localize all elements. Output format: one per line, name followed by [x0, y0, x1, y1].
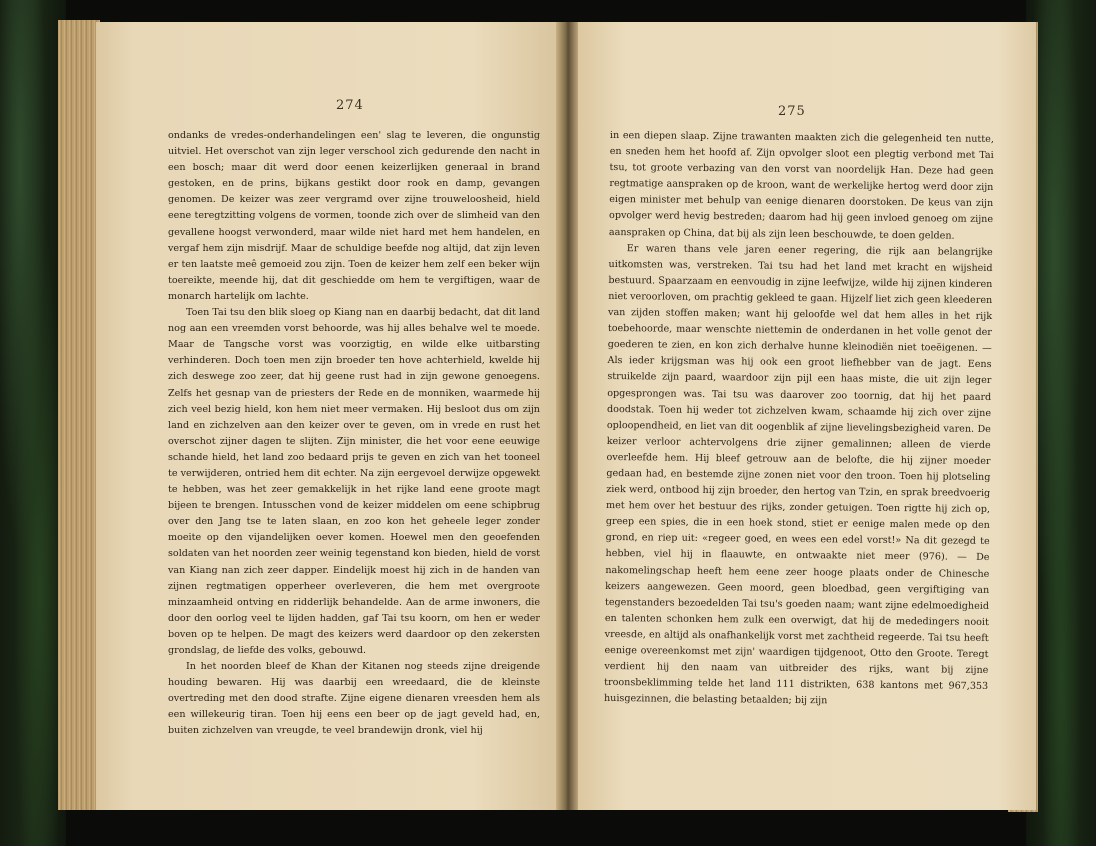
marbled-cover-left	[0, 0, 66, 846]
right-page	[570, 22, 1036, 810]
paragraph: In het noorden bleef de Khan der Kitanen nog steeds zijne dreigende houding bewaren. Hij was daarbij een wreedaard, die de kleinste overtreding met den dood strafte. Zijne eigene dienaren vreesden hem als een willekeurig tiran. Toen hij eens een beer op de jagt geveld had, en, buiten zichzelven van vreugde, te veel brandewijn dronk, viel hij	[168, 661, 540, 737]
right-page-text	[604, 128, 994, 711]
left-page	[96, 22, 566, 810]
paragraph: Toen Tai tsu den blik sloeg op Kiang nan en daarbij bedacht, dat dit land nog aan een vreemden vorst behoorde, was hij alles behalve wel te moede. Maar de Tangsche vorst was voorzigtig, en wilde elke uitbarsting verhinderen. Doch toen men zijn broeder ten hove achterhield, kwelde hij zich deswege zoo zeer, dat hij geene rust had in zijn gewone genoegens. Zelfs het gesnap van de priesters der Rede en de monniken, waarmede hij zich veel bezig hield, kon hem niet meer vermaken. Hij besloot dus om zijn land en zichzelven aan den keizer over te geven, om in vrede en rust het overschot zijner dagen te slijten. Zijn minister, die het voor eene eeuwige schande hield, het land zoo bedaard prijs te geven en zich van het tooneel te verwijderen, ontried hem dit echter. Na zijn eergevoel derwijze opgewekt te hebben, was het zeer gemakkelijk in het rijke land eene groote magt bijeen te brengen. Intusschen vond de keizer middelen om eene schipbrug over den Jang tse te laten slaan, en zoo kon het geheele leger zonder moeite op den vijandelijken oever komen. Hoewel men den geoefenden soldaten van het noorden zeer weinig tegenstand kon bieden, hield de vorst van Kiang nan zich zeer dapper. Eindelijk moest hij zich in de handen van zijnen regtmatigen opperheer overleveren, die hem met overgroote minzaamheid ontving en ridderlijk behandelde. Aan de arme inwoners, die door den oorlog veel te lijden hadden, gaf Tai tsu koorn, om hen er weder boven op te helpen. De magt des keizers werd daardoor op den zekersten grondslag, de liefde des volks, gebouwd.	[168, 307, 540, 656]
book-gutter	[556, 22, 578, 810]
page-number-left: 274	[336, 98, 364, 113]
paragraph: in een diepen slaap. Zijne trawanten maakten zich die gelegenheid ten nutte, en sneden hem het hoofd af. Zijn opvolger sloot een plegtig verbond met Tai tsu, tot groote verbazing van den vorst van noordelijk Han. Deze had geen regtmatige aanspraken op de kroon, want de werkelijke hertog werd door zijn eigen minister met behulp van eenige dienaren doorstoken. De keus van zijn opvolger werd hevig bestreden; daarom had hij geen invloed genoeg om zijne aanspraken op China, dat bij als zijn leen beschouwde, te doen gelden.	[608, 129, 994, 242]
page-number-right: 275	[778, 104, 806, 119]
left-page-text	[168, 128, 540, 740]
paragraph: Er waren thans vele jaren eener regering, die rijk aan belangrijke uitkomsten was, verstreken. Tai tsu had het land met kracht en wijsheid bestuurd. Spaarzaam en eenvoudig in zijne leefwijze, wilde hij zijnen kinderen niet veroorloven, om prachtig gekleed te gaan. Hijzelf liet zich geen kleederen van zijden stoffen maken; want hij geloofde wel dat hem alles in het rijk toebehoorde, maar wenschte niettemin de onderdanen in het volle genot der goederen te zien, en kon zich derhalve hunne kleinodiën niet toeëigenen. — Als ieder krijgsman was hij ook een groot liefhebber van de jagt. Eens struikelde zijn paard, waardoor zijn pijl een haas miste, die uit zijn leger opgesprongen was. Tai tsu was daarover zoo toornig, dat hij het paard doodstak. Toen hij weder tot zichzelven kwam, schaamde hij zich over zijne oploopendheid, en liet van dit oogenblik af zijne lievelingsbezigheid varen. De keizer verloor achtervolgens drie zijner gemalinnen; alleen de vierde overleefde hem. Hij bleef getrouw aan de belofte, die hij zijner moeder gedaan had, en bestemde zijne zonen niet voor den troon. Toen hij plotseling ziek werd, ontbood hij zijn broeder, den hertog van Tzin, en sprak breedvoerig met hem over het bestuur des rijks, zonder getuigen. Toen rigtte hij zich op, greep een spies, die in een hoek stond, stiet er eenige malen mede op den grond, en riep uit: «regeer goed, en wees een edel vorst!» Na dit gezegd te hebben, viel hij in flaauwte, en ontwaakte niet meer (976). — De nakomelingschap heeft hem eene zeer hooge plaats onder de Chinesche keizers aangewezen. Geen moord, geen bloedbad, geen vergiftiging van tegenstanders bezoedelden Tai tsu's goeden naam; want zijne edelmoedigheid en talenten schonken hem zulk een overwigt, dat hij de mededingers nooit vreesde, en altijd als onafhankelijk vorst met zachtheid regeerde. Tai tsu heeft eenige overeenkomst met zijn' waardigen tijdgenoot, Otto den Groote. Teregt verdient hij den naam van uitbreider des rijks, want bij zijne troonsbeklimming telde het land 111 distrikten, 638 kantons met 967,353 huisgezinnen, die belasting betaalden; bij zijn	[603, 242, 993, 707]
paragraph: ondanks de vredes-onderhandelingen een' slag te leveren, die ongunstig uitviel. Het overschot van zijn leger verschool zich gedurende den nacht in een bosch; maar dit werd door eenen keizerlijken generaal in brand gestoken, en de prins, bijkans gestikt door rook en damp, gevangen genomen. De keizer was zeer vergramd over zijne trouweloosheid, hield eene teregtzitting volgens de vormen, toonde zich over de slimheid van den gevallene hoogst verwonderd, maar wilde niet hard met hem handelen, en vergaf hem zijn misdrijf. Maar de schuldige beefde nog altijd, dat zijn leven er ten laatste meê gemoeid zou zijn. Toen de keizer hem zelf een beker wijn toereikte, meende hij, dat dit geschiedde om hem te vergiftigen, waar de monarch hartelijk om lachte.	[168, 130, 540, 302]
page-edges-left	[58, 20, 100, 810]
